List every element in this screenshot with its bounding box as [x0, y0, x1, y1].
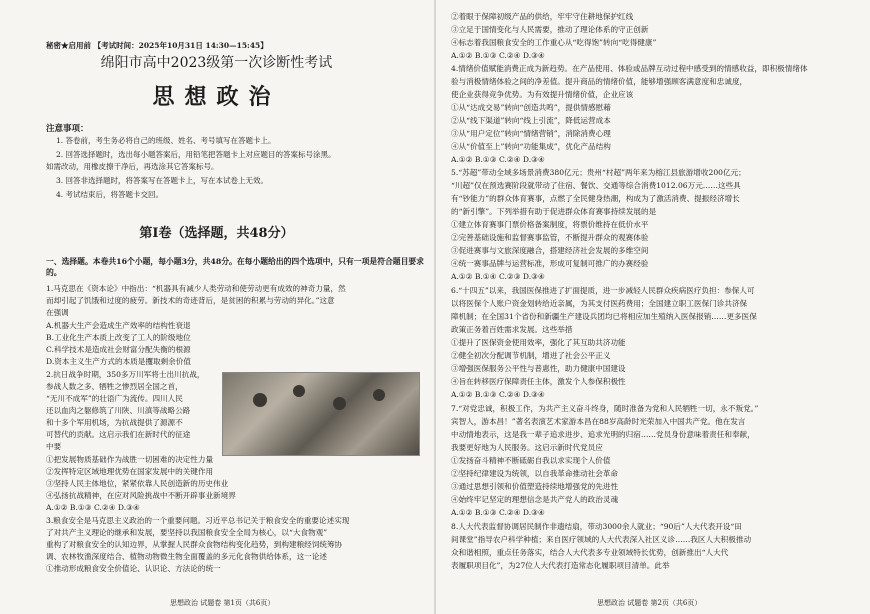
note-line: 1. 答卷前，考生务必将自己的班级、姓名、考号填写在答题卡上。: [56, 136, 276, 145]
option-line: B.工业化生产本质上改变了工人的阶级地位: [46, 333, 191, 342]
question-line: 8.人大代表监督协调居民制作非遗结扇，带动3000余人就业；“90后”人大代表开设“田: [451, 522, 742, 531]
question-line: 而却引起了饥饿和过度的疲劳。新技术的奇迹背后，是贫困的积累与劳动的异化。”这意: [46, 296, 335, 305]
option-line: ④统一赛事品牌与运营标准，形成可复制可推广的办赛经验: [451, 259, 649, 268]
note-line: 2. 回答选择题时，选出每小题答案后，用铅笔把答题卡上对应题目的答案标号涂黑。: [56, 150, 336, 159]
question-line: 和十多个军用机场，为抗战提供了源源不: [46, 418, 183, 427]
option-line: A.机器大生产会造成生产效率的结构性衰退: [46, 321, 191, 330]
page-gutter: [434, 0, 436, 614]
option-line: ②发挥特定区域地理优势在国家发展中的关键作用: [46, 467, 214, 476]
answer-choices: A.①② B.①③ C.②④ D.③④: [451, 508, 545, 517]
option-line: ④从“价值至上”转向“功能集成”，优化产品结构: [451, 142, 611, 151]
question-line: 了对共产主义理论的继承和发展，要坚持以我国粮食安全全局为核心，以“大食物观”: [46, 528, 328, 537]
question-line: 调、农林牧渔深度结合、植物动物微生物全面覆盖的多元化食物供给体系，这一论述: [46, 552, 327, 561]
question-line: 中要: [46, 442, 62, 451]
option-line: ①推动形成粮食安全价值论、认识论、方法论的统一: [46, 564, 221, 573]
page-footer: 思想政治 试题卷 第1页（共6页）: [170, 599, 275, 607]
option-line: ③促进赛事与文旅深度融合，搭建经济社会发展的多维空间: [451, 246, 649, 255]
part-one-title: 第Ⅰ卷（选择题，共48分）: [139, 226, 294, 241]
question-line: 验与消极情绪体验之间的净差值。提升商品的情绪价值，能够增强顾客满意度和忠诚度，: [451, 77, 748, 86]
option-line: ③增强医保服务公平性与普惠性，助力健康中国建设: [451, 364, 626, 373]
option-line: ②完善基础设施和监督赛事监管，不断提升群众的观赛体验: [451, 233, 649, 242]
question-line: 使企业获得竞争优势。为有效提升情绪价值，企业应该: [451, 90, 634, 99]
option-line: ③坚持人民主体地位，紧紧依靠人民创造新的历史伟业: [46, 479, 229, 488]
question-line: 间课堂”指导农户科学种植；来自医疗领域的人大代表深入社区义诊……我区人大积极推动: [451, 535, 752, 544]
question-line: “无川不成军”的壮语广为流传。四川人民: [46, 394, 183, 403]
option-line: ④弘扬抗战精神，在应对风险挑战中不断开辟事业新境界: [46, 491, 236, 500]
option-line: ②从“线下渠道”转向“线上引流”，降低运营成本: [451, 116, 611, 125]
war-photo: [222, 372, 420, 456]
option-line: C.科学技术是造成社会财富分配失衡的根源: [46, 345, 191, 354]
option-line: ③从“用户定位”转向“情绪营销”，消除消费心理: [451, 129, 611, 138]
note-line: 如需改动，用橡皮擦干净后，再选涂其它答案标号。: [46, 162, 219, 171]
question-line: 2.抗日战争时期，350多万川军将士出川抗战，: [46, 370, 205, 379]
question-line: 参战人数之多、牺牲之惨烈居全国之首，: [46, 382, 183, 391]
question-line: 3.粮食安全是马克思主义政治的一个重要问题。习近平总书记关于粮食安全的重要论述实现: [46, 516, 350, 525]
question-line: 6.“十四五”以来，我国医保推进了扩面提质，进一步减轻人民群众疾病医疗负担：参保人可: [451, 286, 755, 295]
option-line: ③立足于国情变化与人民需要，推动了理论体系的守正创新: [451, 25, 649, 34]
option-line: ①提升了医保资金使用效率，强化了其互助共济功能: [451, 338, 626, 347]
question-line: 5.“苏超”带动全域多场景消费380亿元；贵州“村超”两年来为榕江县旅游增收200亿元；: [451, 168, 746, 177]
question-line: 以将医保个人账户资金划转给近亲属，为其支付医药费用；全国建立职工医保门诊共济保: [451, 299, 748, 308]
question-line: 重构了对粮食安全的认知边界，从掌握人民群众食物结构变化趋势，到构建粮经饲统筹协: [46, 540, 343, 549]
answer-choices: A.①② B.①③ C.②④ D.③④: [451, 390, 545, 399]
note-line: 4. 考试结束后，将答题卡交回。: [56, 190, 164, 199]
option-line: ②坚持纪律建设为统领，以自我革命推动社会革命: [451, 469, 619, 478]
question-line: 我要更好地为人民服务。这启示新时代党员应: [451, 443, 603, 452]
option-line: ②着眼于保障初级产品的供给，牢牢守住耕地保护红线: [451, 12, 634, 21]
question-line: 7.“对党忠诚，积极工作，为共产主义奋斗终身，随时准备为党和人民牺牲一切，永不叛党。”: [451, 404, 759, 413]
question-line: 的“新引擎”。下列举措有助于促进群众体育赛事持续发展的是: [451, 207, 657, 216]
answer-choices: A.①② B.①③ C.②④ D.③④: [451, 51, 545, 60]
question-line: 中动情地表示，这是我一辈子追求进步、追求光明的归宿……党员身份意味着责任和奉献，: [451, 430, 755, 439]
option-line: ④始终牢记坚定的理想信念是共产党人的政治灵魂: [451, 495, 619, 504]
question-line: 还以血肉之躯修筑了川陕、川滇等战略公路: [46, 406, 191, 415]
option-line: ③通过思想引领和价值塑造持续地增强党的先进性: [451, 482, 619, 491]
question-line: 1.马克思在《资本论》中指出：“机器具有减少人类劳动和使劳动更有成效的神奇力量，然: [46, 284, 346, 293]
question-line: 有“钞能力”的群众体育赛事，点燃了全民健身热潮，构成为了激活消费、提振经济增长: [451, 194, 740, 203]
exam-subject-title: 思想政治: [152, 84, 281, 110]
answer-choices: A.①② B.①④ C.②③ D.③④: [451, 272, 545, 281]
question-line: 4.情绪价值赋能消费正成为新趋势。在产品使用、体验或品牌互动过程中感受到的情感收益，即积极情绪体: [451, 64, 808, 73]
question-line: 众和谐相照，重点任务落实，结合人大代表多专业领域特长优势，创新推出“人大代: [451, 548, 729, 557]
exam-school-title: 绵阳市高中2023级第一次诊断性考试: [100, 55, 333, 71]
secrecy-header: 秘密★启用前 【考试时间：2025年10月31日 14:30—15:45】: [46, 41, 268, 50]
notes-title: 注意事项：: [46, 124, 89, 134]
page-footer: 思想政治 试题卷 第2页（共6页）: [597, 599, 702, 607]
option-line: ①发扬奋斗精神不断砥砺自我以求实现个人价值: [451, 456, 611, 465]
question-line: 宾智人，游本昌！”著名表演艺术家游本昌在88岁高龄时光荣加入中国共产党。他在发言: [451, 417, 746, 426]
option-line: ②健全初次分配调节机制，增进了社会公平正义: [451, 351, 611, 360]
right-page: [437, 0, 870, 614]
question-line: 障机制；在全国31个省份和新疆生产建设兵团均已将相应加生殖纳入医保报销……更多医保: [451, 312, 757, 321]
question-line: 在强调: [46, 308, 69, 317]
question-line: 可替代的贡献。这启示我们在新时代的征途: [46, 430, 191, 439]
note-line: 3. 回答非选择题时，将答案写在答题卡上，写在本试卷上无效。: [56, 176, 269, 185]
answer-choices: A.①② B.①③ C.②④ D.③④: [46, 503, 140, 512]
option-line: ①建立体育赛事门票价格备案制度，将票价维持在低价水平: [451, 220, 649, 229]
question-line: “川超”仅在预选赛阶段就带动了住宿、餐饮、交通等综合消费1012.06万元……这些具: [451, 181, 741, 190]
option-line: ①把发展物质基础作为战胜一切困难的决定性力量: [46, 455, 214, 464]
question-line: 表履职项目化”，为27位人大代表打造常态化履职项目清单。此举: [451, 561, 670, 570]
section-instructions: 一、选择题。本卷共16个小题，每小题3分，共48分。在每小题给出的四个选项中，只有一项是符合题目要求的。: [46, 257, 424, 277]
option-line: ①从“达成交易”转向“创造共鸣”，提供情感慰藉: [451, 103, 611, 112]
question-line: 政策正务着百姓需求发展。这些举措: [451, 325, 573, 334]
option-line: ④旨在转移医疗保障责任主体，激发个人参保积极性: [451, 377, 626, 386]
option-line: ④标志着我国粮食安全的工作重心从“吃得饱”转向“吃得健康”: [451, 38, 657, 47]
option-line: D.资本主义生产方式的本质是攫取剩余价值: [46, 357, 191, 366]
left-page: [0, 0, 433, 614]
answer-choices: A.①② B.①③ C.②④ D.③④: [451, 155, 545, 164]
